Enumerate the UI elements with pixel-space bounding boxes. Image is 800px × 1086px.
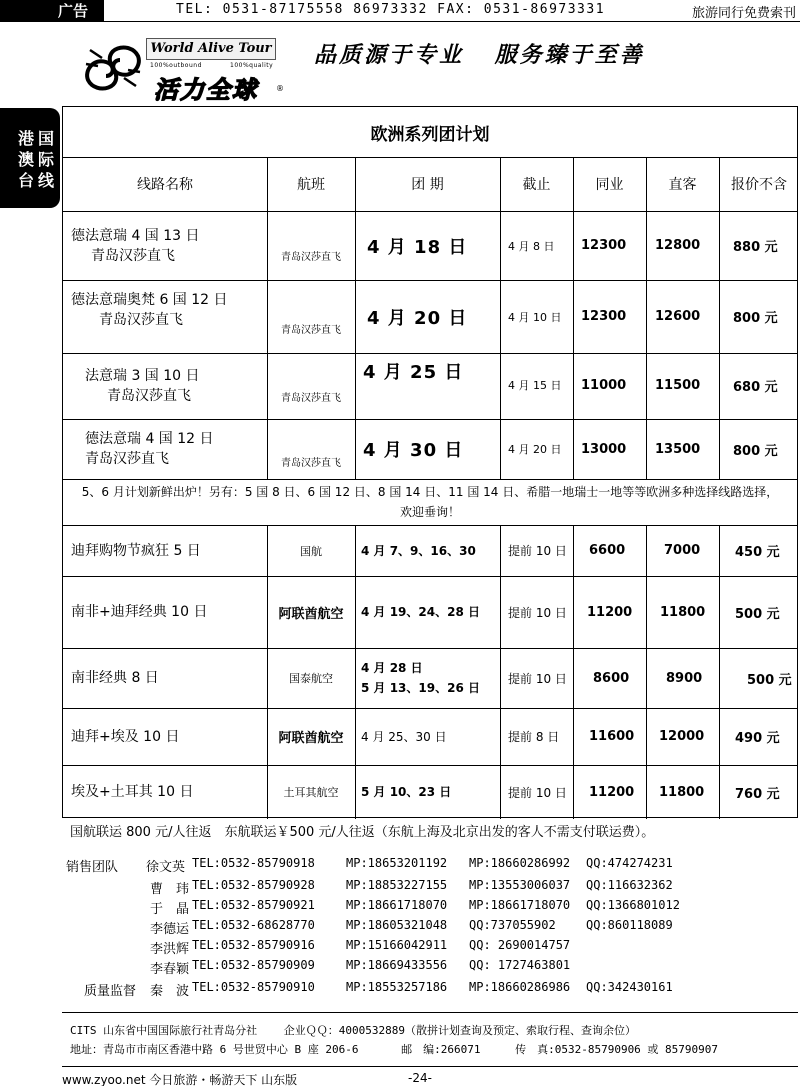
website-link[interactable]: www.zyoo.net 今日旅游・畅游天下 山东版	[62, 1073, 298, 1086]
tour-schedule-table	[62, 106, 798, 818]
side-tab-char: 线	[37, 171, 54, 190]
route-name: 德法意瑞 4 国 12 日	[85, 431, 214, 447]
cutoff: 提前 10 日	[508, 605, 567, 620]
retail-price: 8900	[666, 670, 703, 686]
top-bar	[0, 0, 800, 22]
divider	[62, 1012, 798, 1013]
retail-price: 12000	[659, 729, 705, 744]
member-mobile-2: MP:18661718070	[469, 898, 571, 912]
trade-price: 6600	[589, 543, 626, 558]
postcode: 邮 编:266071	[401, 1043, 481, 1056]
member-mobile: MP:18669433556	[346, 958, 448, 972]
flight: 青岛汉莎直飞	[281, 324, 341, 336]
tour-date: 4 月 7、9、16、30	[361, 543, 476, 558]
route-name: 埃及+土耳其 10 日	[71, 784, 194, 800]
route-name: 德法意瑞 4 国 13 日	[71, 227, 200, 244]
page-footer	[62, 1066, 798, 1086]
excluded-fee: 800 元	[733, 311, 778, 326]
flight: 国泰航空	[289, 672, 333, 685]
route-name: 德法意瑞奥梵 6 国 12 日	[71, 292, 228, 308]
table-title: 欧洲系列团计划	[370, 124, 490, 145]
retail-price: 12600	[655, 309, 701, 324]
fax: 传 真:0532-85790906 或 85790907	[515, 1043, 719, 1056]
table-row	[71, 280, 267, 340]
member-tel: TEL:0532-85790921	[192, 898, 315, 912]
flight: 阿联酋航空	[278, 606, 344, 622]
member-mobile: MP:15166042911	[346, 938, 448, 952]
header-cutoff: 截止	[522, 177, 551, 193]
logo-chinese: 活力全球	[154, 76, 258, 104]
member-mobile: MP:18853227155	[346, 878, 448, 892]
retail-price: 13500	[655, 441, 701, 457]
flight: 阿联酋航空	[278, 731, 344, 746]
member-mobile: MP:18653201192	[346, 856, 448, 870]
member-name: 李德运	[150, 922, 190, 937]
excluded-fee: 760 元	[735, 786, 780, 802]
cutoff: 4 月 8 日	[508, 239, 555, 253]
flight: 青岛汉莎直飞	[281, 457, 341, 469]
member-tel: TEL:0532-85790910	[192, 980, 315, 994]
member-qq: QQ: 1727463801	[469, 958, 571, 972]
cutoff: 提前 10 日	[508, 544, 567, 558]
table-row	[85, 427, 267, 471]
flight: 青岛汉莎直飞	[281, 392, 341, 404]
header-retail-price: 直客	[668, 177, 697, 193]
header-excluded: 报价不含	[731, 177, 787, 193]
cutoff: 提前 8 日	[508, 730, 560, 744]
note-line-1: 5、6 月计划新鲜出炉！另有：5 国 8 日、6 国 12 日、8 国 14 日、11 国 14 日、希腊一地瑞士一地等等欧洲多种选择线路选择，	[81, 485, 779, 499]
route-name: 迪拜购物节疯狂 5 日	[71, 542, 201, 559]
excluded-fee: 800 元	[733, 443, 778, 459]
sales-team-label: 销售团队	[66, 860, 119, 875]
company-info	[70, 1022, 636, 1038]
trade-price: 12300	[581, 238, 627, 253]
side-tab-char: 澳	[17, 150, 34, 169]
registered-mark: ®	[276, 84, 284, 93]
company-qq: 企业ＱＱ：4000532889（散拼计划查询及预定、索取行程、查询余位）	[283, 1024, 636, 1037]
route-airline: 青岛汉莎直飞	[99, 312, 183, 328]
member-name: 秦 波	[150, 984, 190, 999]
route-name: 法意瑞 3 国 10 日	[85, 368, 200, 384]
trade-price: 13000	[581, 441, 627, 457]
tour-date: 4 月 25 日	[363, 362, 464, 383]
table-row	[71, 211, 267, 280]
company-logo	[80, 34, 290, 104]
tour-date: 4 月 20 日	[367, 307, 468, 329]
route-airline: 青岛汉莎直飞	[85, 451, 169, 467]
address: 地址：青岛市市南区香港中路 6 号世贸中心 B 座 206-6	[70, 1043, 359, 1056]
flight: 青岛汉莎直飞	[281, 252, 341, 263]
tour-date: 4 月 25、30 日	[361, 729, 447, 744]
member-mobile-2: MP:18660286992	[469, 856, 571, 870]
side-tab-char: 港	[17, 129, 34, 148]
note-line-2: 欢迎垂询！	[399, 505, 460, 519]
cutoff: 提前 10 日	[508, 785, 567, 800]
route-airline: 青岛汉莎直飞	[107, 388, 191, 404]
cutoff: 4 月 15 日	[508, 379, 562, 392]
route-name: 迪拜+埃及 10 日	[71, 728, 180, 745]
logo-english: World Alive Tour	[146, 38, 276, 60]
member-qq: QQ:342430161	[586, 980, 673, 994]
tour-date: 4 月 18 日	[367, 236, 468, 258]
side-tab	[0, 108, 60, 208]
route-name: 南非经典 8 日	[71, 670, 159, 686]
member-tel: TEL:0532-85790928	[192, 878, 315, 892]
excluded-fee: 880 元	[733, 240, 778, 255]
member-mobile-2: MP:13553006037	[469, 878, 571, 892]
header-flight: 航班	[297, 177, 325, 193]
retail-price: 12800	[655, 238, 701, 253]
member-name: 曹 玮	[150, 882, 190, 897]
page-number: -24-	[408, 1071, 432, 1085]
member-qq: QQ:1366801012	[586, 898, 680, 912]
member-name: 李春颖	[150, 962, 190, 977]
member-tel: TEL:0532-85790916	[192, 938, 315, 952]
member-qq: QQ:474274231	[586, 856, 673, 870]
excluded-fee: 490 元	[735, 731, 780, 746]
member-mobile: MP:18605321048	[346, 918, 448, 932]
tour-date-line: 4 月 28 日	[361, 661, 423, 675]
quality-supervisor-label: 质量监督	[84, 984, 137, 999]
tour-date-line: 5 月 13、19、26 日	[361, 681, 480, 695]
member-qq-2: QQ:737055902	[469, 918, 556, 932]
excluded-fee: 450 元	[735, 545, 780, 560]
cutoff: 提前 10 日	[508, 671, 567, 686]
header-slogan: 品质源于专业 服务臻于至善	[314, 43, 645, 68]
header-route: 线路名称	[137, 177, 193, 193]
flight: 土耳其航空	[283, 786, 339, 799]
retail-price: 7000	[664, 543, 701, 558]
excluded-fee: 680 元	[733, 379, 778, 395]
company-name: CITS 山东省中国国际旅行社青岛分社	[70, 1024, 258, 1037]
logo-sub-right: 100%quality	[230, 62, 274, 69]
side-tab-char: 国	[37, 129, 54, 148]
magazine-slogan: 旅游同行免费索刊	[691, 6, 796, 21]
trade-price: 11200	[587, 604, 633, 620]
more-routes-note	[63, 481, 797, 523]
ad-label: 广告	[0, 0, 104, 22]
tour-date	[361, 648, 500, 708]
company-address	[70, 1041, 718, 1057]
member-qq: QQ:116632362	[586, 878, 673, 892]
trade-price: 11600	[589, 729, 635, 744]
retail-price: 11800	[659, 784, 705, 800]
member-tel: TEL:0532-85790909	[192, 958, 315, 972]
flight: 国航	[300, 544, 322, 558]
side-tab-char: 台	[17, 171, 34, 190]
member-qq: QQ: 2690014757	[469, 938, 571, 952]
trade-price: 12300	[581, 309, 627, 324]
member-name: 于 晶	[150, 902, 190, 917]
route-airline: 青岛汉莎直飞	[91, 247, 175, 264]
connection-fee-note: 国航联运 800 元/人往返 东航联运￥500 元/人往返（东航上海及北京出发的客人不需支付联运费）。	[70, 825, 655, 840]
member-tel: TEL:0532-85790918	[192, 856, 315, 870]
side-tab-char: 际	[37, 150, 54, 169]
logo-sub-left: 100%outbound	[150, 62, 202, 69]
cutoff: 4 月 20 日	[508, 443, 562, 456]
trade-price: 11200	[589, 784, 635, 800]
member-name: 李洪辉	[150, 942, 190, 957]
tour-date: 4 月 30 日	[363, 440, 464, 461]
member-qq: QQ:860118089	[586, 918, 673, 932]
header-date: 团 期	[411, 177, 444, 193]
trade-price: 11000	[581, 377, 627, 393]
excluded-fee: 500 元	[747, 672, 792, 688]
swirl-logo-icon	[80, 38, 146, 98]
member-mobile: MP:18553257186	[346, 980, 448, 994]
member-tel: TEL:0532-68628770	[192, 918, 315, 932]
member-mobile: MP:18661718070	[346, 898, 448, 912]
retail-price: 11500	[655, 377, 701, 393]
tour-date: 4 月 19、24、28 日	[361, 605, 480, 619]
contact-line: TEL: 0531-87175558 86973332 FAX: 0531-86973331	[176, 2, 606, 17]
cutoff: 4 月 10 日	[508, 310, 562, 324]
route-name: 南非+迪拜经典 10 日	[71, 604, 208, 620]
member-name: 徐文英	[146, 860, 186, 875]
tour-date: 5 月 10、23 日	[361, 785, 452, 799]
member-mobile-2: MP:18660286986	[469, 980, 571, 994]
trade-price: 8600	[593, 670, 630, 686]
header-trade-price: 同业	[595, 177, 624, 193]
table-row	[85, 361, 267, 411]
excluded-fee: 500 元	[735, 606, 780, 622]
retail-price: 11800	[660, 604, 706, 620]
